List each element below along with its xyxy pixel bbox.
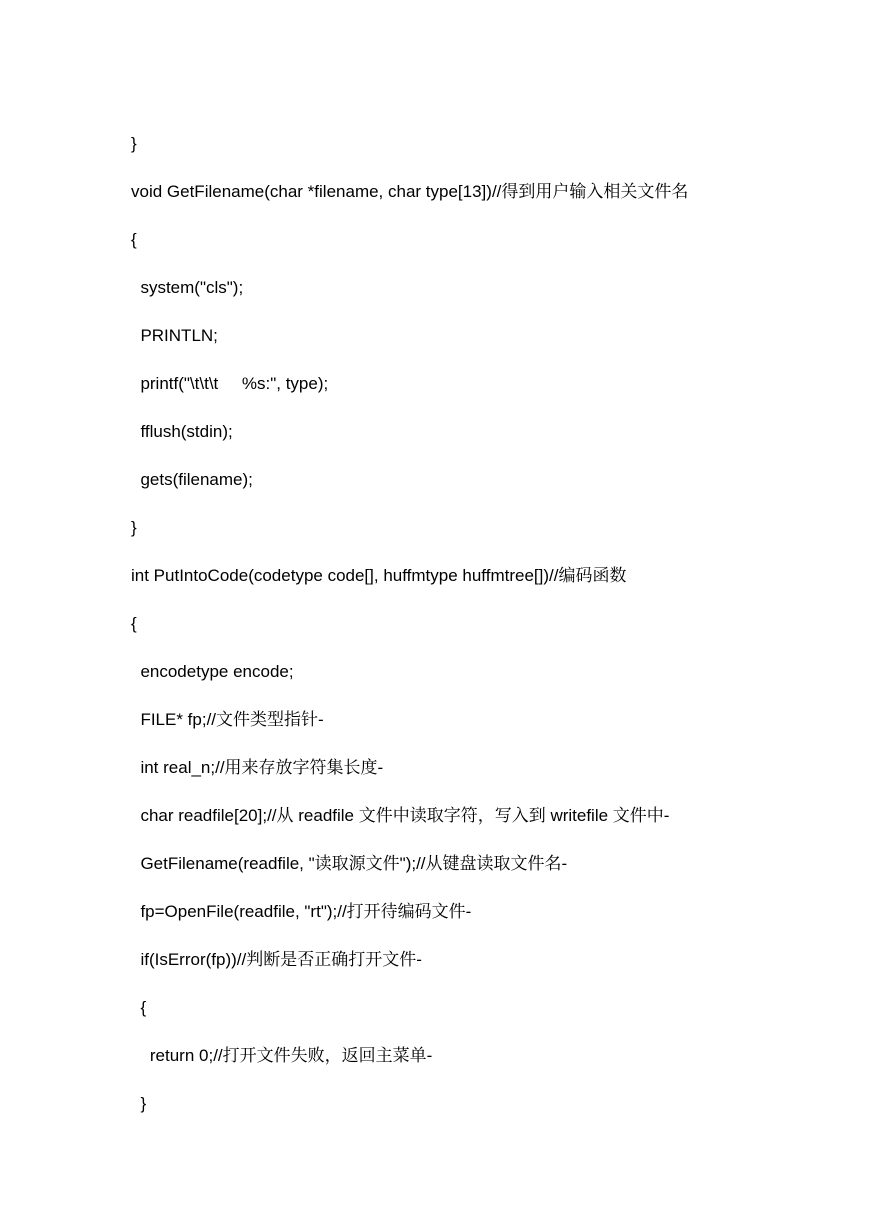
code-line: }: [131, 518, 137, 537]
code-line: {: [131, 614, 137, 633]
code-line: return 0;//打开文件失败，返回主菜单-: [131, 1046, 433, 1065]
code-line: system("cls");: [131, 278, 244, 297]
code-line: fflush(stdin);: [131, 422, 233, 441]
code-line: int PutIntoCode(codetype code[], huffmtype huffmtree[])//编码函数: [131, 566, 627, 585]
code-line: gets(filename);: [131, 470, 253, 489]
code-line: void GetFilename(char *filename, char type[13])//得到用户输入相关文件名: [131, 182, 689, 201]
code-line: int real_n;//用来存放字符集长度-: [131, 758, 384, 777]
code-line: encodetype encode;: [131, 662, 294, 681]
code-line: printf("\t\t\t %s:", type);: [131, 374, 329, 393]
code-line: if(IsError(fp))//判断是否正确打开文件-: [131, 950, 422, 969]
code-line: char readfile[20];//从 readfile 文件中读取字符，写入到 writefile 文件中-: [131, 806, 670, 825]
code-line: }: [131, 134, 137, 153]
code-line: {: [131, 998, 147, 1017]
code-line: PRINTLN;: [131, 326, 218, 345]
code-line: }: [131, 1094, 147, 1113]
code-line: fp=OpenFile(readfile, "rt");//打开待编码文件-: [131, 902, 472, 921]
code-line: GetFilename(readfile, "读取源文件");//从键盘读取文件名-: [131, 854, 568, 873]
code-line: {: [131, 230, 137, 249]
code-line: FILE* fp;//文件类型指针-: [131, 710, 324, 729]
